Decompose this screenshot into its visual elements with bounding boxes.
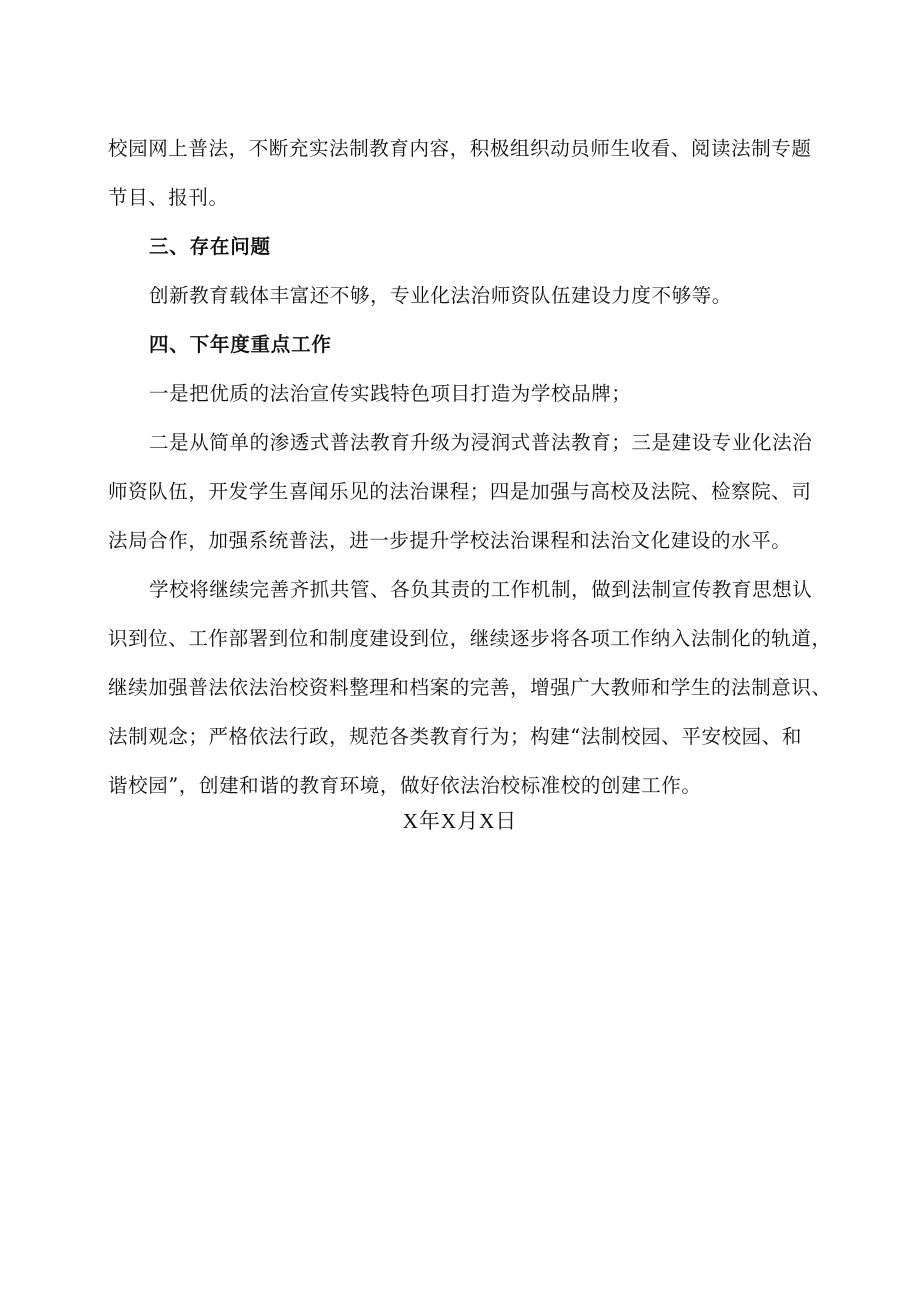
intro-line: 校园网上普法，不断充实法制教育内容，积极组织动员师生收看、阅读法制专题: [108, 137, 812, 160]
closing-paragraph-line: 学校将继续完善齐抓共管、各负其责的工作机制，做到法制宣传教育思想认: [149, 578, 813, 601]
next-year-item-2-line: 师资队伍，开发学生喜闻乐见的法治课程；四是加强与高校及法院、检察院、司: [108, 480, 812, 503]
closing-paragraph-line: 法制观念；严格依法行政，规范各类教育行为；构建“法制校园、平安校园、和: [108, 725, 802, 748]
intro-line: 节目、报刊。: [108, 186, 229, 209]
closing-paragraph-line: 谐校园”，创建和谐的教育环境，做好依法治校标准校的创建工作。: [108, 774, 702, 797]
section-heading-problems: 三、存在问题: [149, 235, 271, 258]
closing-paragraph-line: 识到位、工作部署到位和制度建设到位，继续逐步将各项工作纳入法制化的轨道，: [108, 627, 832, 650]
next-year-item-2-line: 二是从简单的渗透式普法教育升级为浸润式普法教育；三是建设专业化法治: [149, 431, 813, 454]
document-date: X年X月X日: [402, 809, 518, 833]
closing-paragraph-line: 继续加强普法依法治校资料整理和档案的完善，增强广大教师和学生的法制意识、: [108, 676, 832, 699]
section-heading-next-year: 四、下年度重点工作: [149, 333, 332, 356]
next-year-item-1: 一是把优质的法治宣传实践特色项目打造为学校品牌；: [149, 382, 632, 405]
problems-paragraph: 创新教育载体丰富还不够，专业化法治师资队伍建设力度不够等。: [149, 284, 732, 307]
document-body: [108, 124, 832, 810]
next-year-item-2-line: 法局合作，加强系统普法，进一步提升学校法治课程和法治文化建设的水平。: [108, 529, 792, 552]
